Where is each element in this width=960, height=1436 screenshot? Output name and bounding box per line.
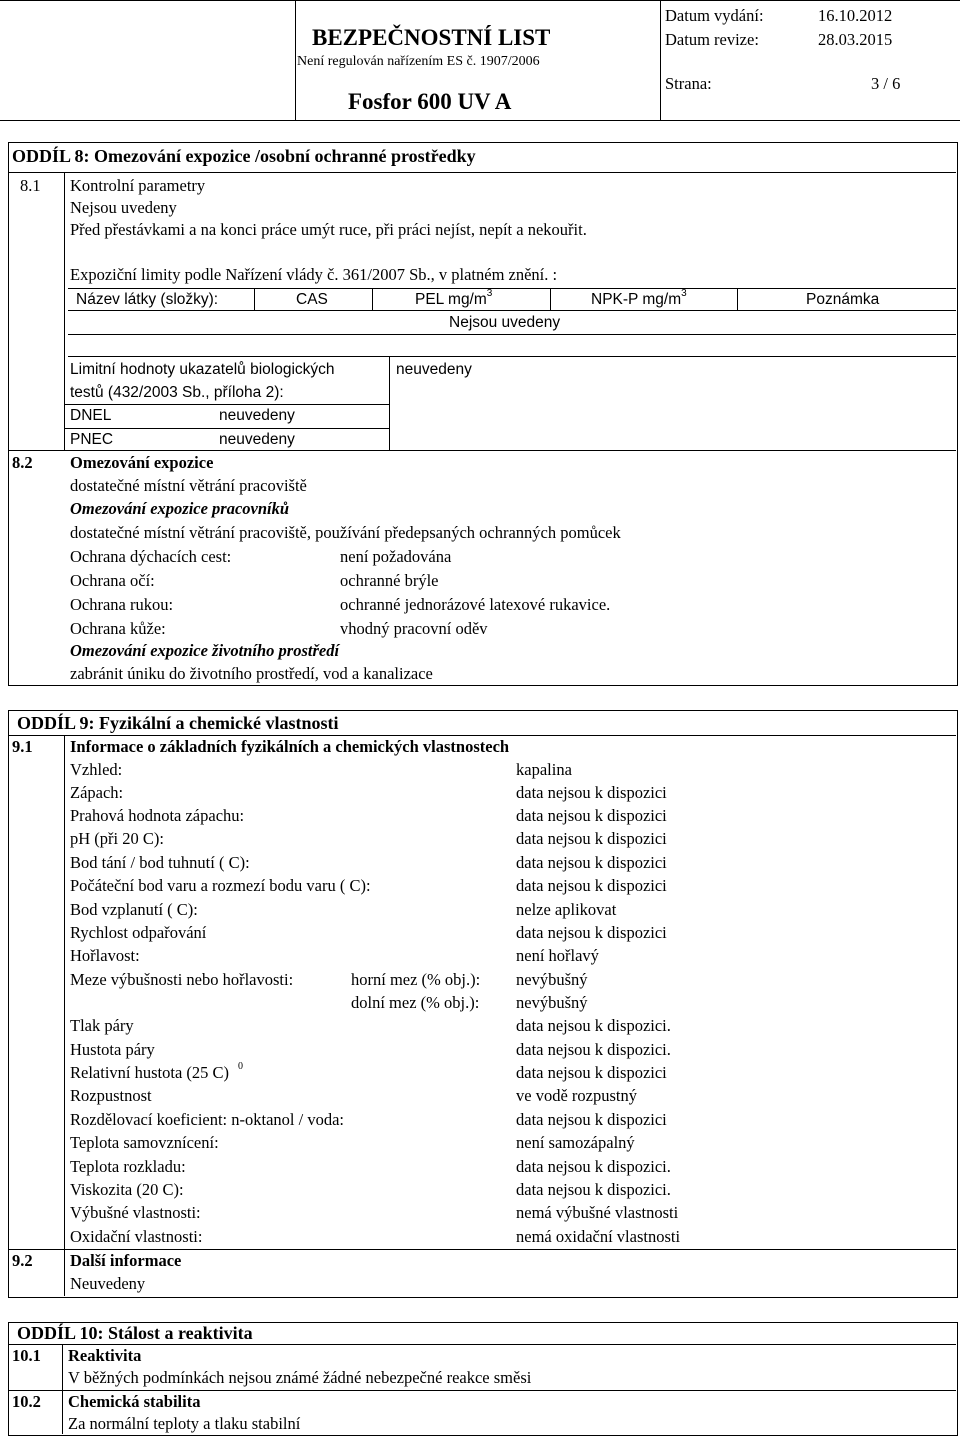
col-npk <box>591 288 687 309</box>
property-label: Hořlavost: <box>70 946 140 965</box>
biological-limits-divider <box>389 356 390 450</box>
protection-hands-value: ochranné jednorázové latexové rukavice. <box>340 595 611 614</box>
property-value: nevýbušný <box>516 970 588 989</box>
protection-skin-label: Ochrana kůže: <box>70 619 166 638</box>
exposure-table-row-rule <box>68 334 956 335</box>
property-value: kapalina <box>516 760 572 779</box>
subsection-8-1-number: 8.1 <box>20 176 41 195</box>
revision-date: 28.03.2015 <box>818 30 893 49</box>
environment-exposure-heading: Omezování expozice životního prostředí <box>70 641 340 660</box>
biological-limits-label-line1: Limitní hodnoty ukazatelů biologických <box>70 361 335 378</box>
product-name: Fosfor 600 UV A <box>348 89 512 114</box>
control-parameters-note: Nejsou uvedeny <box>70 198 177 217</box>
section-9-title-rule <box>8 735 956 736</box>
subsection-10-2-number: 10.2 <box>12 1392 41 1411</box>
subsection-10-1-number: 10.1 <box>12 1346 41 1365</box>
pnec-label: PNEC <box>70 431 114 448</box>
property-label: Tlak páry <box>70 1016 134 1035</box>
property-value: ve vodě rozpustný <box>516 1086 637 1105</box>
issue-date-label: Datum vydání: <box>665 6 764 25</box>
property-label: Meze výbušnosti nebo hořlavosti: <box>70 970 294 989</box>
col-pel-exponent: 3 <box>486 288 493 299</box>
col-pel <box>415 288 493 309</box>
subsection-9-2-rule <box>8 1249 956 1250</box>
subsection-9-1-number: 9.1 <box>12 737 33 756</box>
property-label: Prahová hodnota zápachu: <box>70 806 245 825</box>
section-10-title: ODDÍL 10: Stálost a reaktivita <box>17 1323 253 1343</box>
property-value: nemá výbušné vlastnosti <box>516 1203 679 1222</box>
dnel-value: neuvedeny <box>219 407 295 424</box>
exposure-limits-reference: Expoziční limity podle Nařízení vlády č. 361/2007 Sb., v platném znění. : <box>70 265 558 284</box>
section-10-title-rule <box>8 1344 956 1345</box>
worker-exposure-text: dostatečné místní větrání pracoviště, používání předepsaných ochranných pomůcek <box>70 523 621 542</box>
subsection-9-1-heading: Informace o základních fyzikálních a chemických vlastnostech <box>70 737 510 756</box>
issue-date: 16.10.2012 <box>818 6 893 25</box>
property-value: data nejsou k dispozici <box>516 783 667 802</box>
header-bottom-rule <box>0 120 960 121</box>
header-divider-left <box>295 0 296 120</box>
property-label: pH (při 20 C): <box>70 829 164 848</box>
page-label: Strana: <box>665 74 712 93</box>
revision-date-label: Datum revize: <box>665 30 759 49</box>
property-value: data nejsou k dispozici <box>516 923 667 942</box>
section-8-title: ODDÍL 8: Omezování expozice /osobní ochranné prostředky <box>12 146 476 166</box>
property-value: nemá oxidační vlastnosti <box>516 1227 681 1246</box>
property-label: Teplota samovznícení: <box>70 1133 219 1152</box>
section-8-title-rule <box>8 172 956 173</box>
environment-exposure-text: zabránit úniku do životního prostředí, vod a kanalizace <box>70 664 433 683</box>
property-label: Výbušné vlastnosti: <box>70 1203 201 1222</box>
property-value: data nejsou k dispozici. <box>516 1180 671 1199</box>
subsection-8-2-heading: Omezování expozice <box>70 453 214 472</box>
subsection-10-2-heading: Chemická stabilita <box>68 1392 201 1411</box>
protection-hands-label: Ochrana rukou: <box>70 595 174 614</box>
property-value: data nejsou k dispozici. <box>516 1040 671 1059</box>
property-label: Relativní hustota (25 C) <box>70 1063 230 1082</box>
property-value: data nejsou k dispozici <box>516 876 667 895</box>
protection-skin-value: vhodný pracovní oděv <box>340 619 488 638</box>
property-value: data nejsou k dispozici <box>516 829 667 848</box>
property-label: Teplota rozkladu: <box>70 1157 186 1176</box>
subsection-10-1-heading: Reaktivita <box>68 1346 142 1365</box>
property-label: Rozpustnost <box>70 1086 152 1105</box>
property-value: data nejsou k dispozici <box>516 853 667 872</box>
section-8-number-column-rule <box>64 172 65 450</box>
protection-eyes-value: ochranné brýle <box>340 571 439 590</box>
pnec-top-rule <box>64 428 390 429</box>
exposure-table-top-rule <box>68 288 956 289</box>
property-label: Oxidační vlastnosti: <box>70 1227 203 1246</box>
exposure-table-col-rule-4 <box>737 288 738 310</box>
subsection-8-2-rule <box>8 450 956 451</box>
document-title: BEZPEČNOSTNÍ LIST <box>312 25 551 50</box>
biological-limits-value: neuvedeny <box>396 361 472 378</box>
reactivity-text: V běžných podmínkách nejsou známé žádné nebezpečné reakce směsi <box>68 1368 532 1387</box>
col-npk-text: NPK-P mg/m <box>591 291 682 308</box>
exposure-table-col-rule-2 <box>372 288 373 310</box>
dnel-label: DNEL <box>70 407 112 424</box>
subsection-10-2-rule <box>8 1390 956 1391</box>
exposure-table-header-rule <box>68 310 956 311</box>
hygiene-instruction: Před přestávkami a na konci práce umýt ruce, při práci nejíst, nepít a nekouřit. <box>70 220 587 239</box>
regulation-note: Není regulován nařízením ES č. 1907/2006 <box>297 54 540 69</box>
property-label: Vzhled: <box>70 760 123 779</box>
property-label: Bod vzplanutí ( C): <box>70 900 198 919</box>
biological-limits-label-line2: testů (432/2003 Sb., příloha 2): <box>70 384 284 401</box>
property-value: data nejsou k dispozici. <box>516 1016 671 1035</box>
pnec-value: neuvedeny <box>219 431 295 448</box>
exposure-table-bottom-rule <box>68 356 956 357</box>
header-top-rule <box>0 0 960 1</box>
property-label: Zápach: <box>70 783 124 802</box>
lower-limit-label: dolní mez (% obj.): <box>351 993 480 1012</box>
worker-exposure-heading: Omezování expozice pracovníků <box>70 499 290 518</box>
property-label: Viskozita (20 C): <box>70 1180 184 1199</box>
exposure-table-empty: Nejsou uvedeny <box>449 314 561 331</box>
subsection-9-2-number: 9.2 <box>12 1251 33 1270</box>
degree-superscript: 0 <box>238 1061 243 1072</box>
upper-limit-label: horní mez (% obj.): <box>351 970 481 989</box>
property-value: data nejsou k dispozici <box>516 806 667 825</box>
property-value: není samozápalný <box>516 1133 635 1152</box>
col-note: Poznámka <box>806 291 880 308</box>
col-pel-text: PEL mg/m <box>415 291 487 308</box>
subsection-8-2-number: 8.2 <box>12 453 33 472</box>
subsection-9-2-heading: Další informace <box>70 1251 182 1270</box>
dnel-top-rule <box>64 404 390 405</box>
col-substance-name: Název látky (složky): <box>76 291 219 308</box>
header-divider-right <box>660 0 661 120</box>
subsection-8-1-heading: Kontrolní parametry <box>70 176 206 195</box>
property-label: Rozdělovací koeficient: n-oktanol / voda: <box>70 1110 344 1129</box>
property-value: nevýbušný <box>516 993 588 1012</box>
page-number: 3 / 6 <box>871 74 901 93</box>
stability-text: Za normální teploty a tlaku stabilní <box>68 1414 301 1433</box>
property-value: nelze aplikovat <box>516 900 617 919</box>
property-value: data nejsou k dispozici <box>516 1063 667 1082</box>
section-9-title: ODDÍL 9: Fyzikální a chemické vlastnosti <box>17 713 339 733</box>
property-label: Bod tání / bod tuhnutí ( C): <box>70 853 250 872</box>
protection-eyes-label: Ochrana očí: <box>70 571 155 590</box>
exposure-table-col-rule-1 <box>254 288 255 310</box>
section-9-number-column-rule <box>64 735 65 1296</box>
protection-respiratory-value: není požadována <box>340 547 452 566</box>
property-value: data nejsou k dispozici <box>516 1110 667 1129</box>
col-npk-exponent: 3 <box>681 288 687 299</box>
section-10-number-column-rule <box>62 1344 63 1434</box>
protection-respiratory-label: Ochrana dýchacích cest: <box>70 547 232 566</box>
additional-info-text: Neuvedeny <box>70 1274 146 1293</box>
property-value: data nejsou k dispozici. <box>516 1157 671 1176</box>
ventilation-note: dostatečné místní větrání pracoviště <box>70 476 307 495</box>
property-label: Hustota páry <box>70 1040 155 1059</box>
exposure-table-col-rule-3 <box>550 288 551 310</box>
property-label: Počáteční bod varu a rozmezí bodu varu ( C): <box>70 876 371 895</box>
property-value: není hořlavý <box>516 946 599 965</box>
property-label: Rychlost odpařování <box>70 923 207 942</box>
col-cas: CAS <box>296 291 328 308</box>
